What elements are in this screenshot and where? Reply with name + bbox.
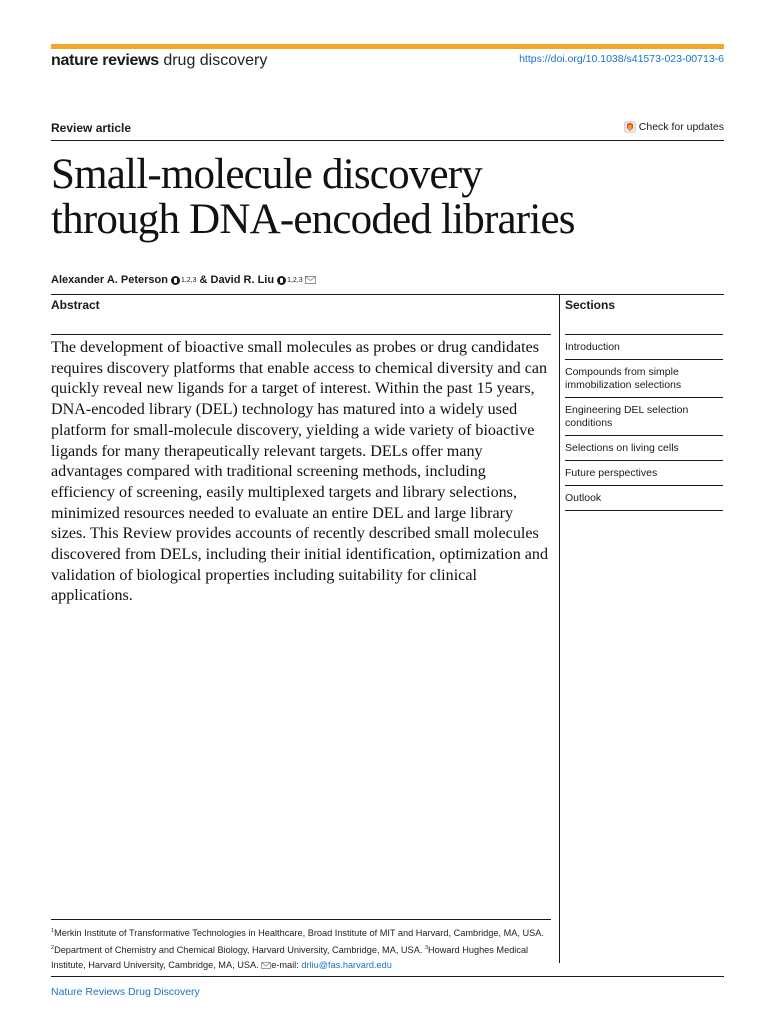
- doi-link[interactable]: https://doi.org/10.1038/s41573-023-00713-6: [519, 53, 724, 65]
- orcid-icon[interactable]: [277, 276, 286, 285]
- section-link-immobilization[interactable]: Compounds from simple immobilization selections: [565, 359, 723, 397]
- footnote-mark-2: 2: [51, 945, 55, 951]
- footer-rule: [51, 976, 724, 977]
- abstract-rule: [51, 334, 551, 335]
- sections-heading: Sections: [565, 298, 616, 312]
- author-2-affiliations: 1,2,3: [287, 276, 303, 284]
- article-title: [51, 152, 731, 242]
- mail-icon[interactable]: [305, 276, 316, 284]
- header-rule: [51, 140, 724, 141]
- section-link-outlook[interactable]: Outlook: [565, 485, 723, 511]
- author-1-affiliations: 1,2,3: [180, 276, 197, 284]
- email-label: e-mail:: [271, 960, 299, 970]
- journal-brand[interactable]: [51, 51, 267, 71]
- authors-rule: [51, 294, 724, 295]
- affiliations-footnote: [51, 924, 551, 973]
- section-link-future[interactable]: Future perspectives: [565, 460, 723, 485]
- email-link[interactable]: drliu@fas.harvard.edu: [301, 960, 392, 970]
- column-divider: [559, 295, 560, 963]
- affiliation-2: Department of Chemistry and Chemical Biology, Harvard University, Cambridge, MA, USA.: [54, 945, 423, 955]
- affiliation-3: Howard Hughes Medical Institute, Harvard University, Cambridge, MA, USA.: [51, 945, 529, 970]
- check-updates-link[interactable]: [624, 121, 724, 133]
- check-updates-icon: [624, 121, 636, 133]
- title-line-1: Small-molecule discovery: [51, 151, 482, 198]
- accent-bar: [51, 44, 724, 49]
- abstract-text: The development of bioactive small molecules as probes or drug candidates requires discovery platforms that enable access to chemical diversity and can quickly reveal new ligands for a target of interest. Within the past 15 years, DNA-encoded library (DEL) technology has matured into a widely used platform for small-molecule discovery, yielding a wide variety of bioactive ligands for many therapeutically relevant targets. DELs offer many advantages compared with traditional screening methods, including efficiency of screening, easily multiplexed targets and library selections, minimized resources needed to evaluate an entire DEL and large library sizes. This Review provides accounts of recently described small molecules discovered from DELs, including their initial identification, optimization and validation of biological properties including suitability for clinical applications.: [51, 339, 548, 605]
- article-type: Review article: [51, 121, 132, 135]
- section-link-introduction[interactable]: Introduction: [565, 334, 723, 359]
- section-link-living-cells[interactable]: Selections on living cells: [565, 435, 723, 460]
- affiliation-1: Merkin Institute of Transformative Technologies in Healthcare, Broad Institute of MIT and Harvard, Cambridge, MA, USA.: [54, 928, 544, 938]
- footnote-mark-3: 3: [424, 945, 428, 951]
- author-2-name[interactable]: David R. Liu: [210, 274, 275, 286]
- brand-light: drug discovery: [163, 52, 268, 69]
- author-joiner: &: [199, 274, 208, 286]
- author-list: [51, 274, 316, 286]
- journal-footer[interactable]: Nature Reviews Drug Discovery: [51, 986, 200, 998]
- sections-list: [565, 334, 723, 511]
- author-1-name[interactable]: Alexander A. Peterson: [51, 274, 168, 286]
- check-updates-label: Check for updates: [638, 121, 724, 133]
- footnote-rule: [51, 919, 551, 920]
- abstract-heading: Abstract: [51, 298, 100, 312]
- mail-icon: [261, 962, 271, 969]
- footnote-mark-1: 1: [51, 928, 55, 934]
- orcid-icon[interactable]: [171, 276, 180, 285]
- section-link-engineering[interactable]: Engineering DEL selection conditions: [565, 397, 723, 435]
- brand-bold: nature reviews: [51, 52, 159, 69]
- title-line-2: through DNA-encoded libraries: [51, 196, 575, 243]
